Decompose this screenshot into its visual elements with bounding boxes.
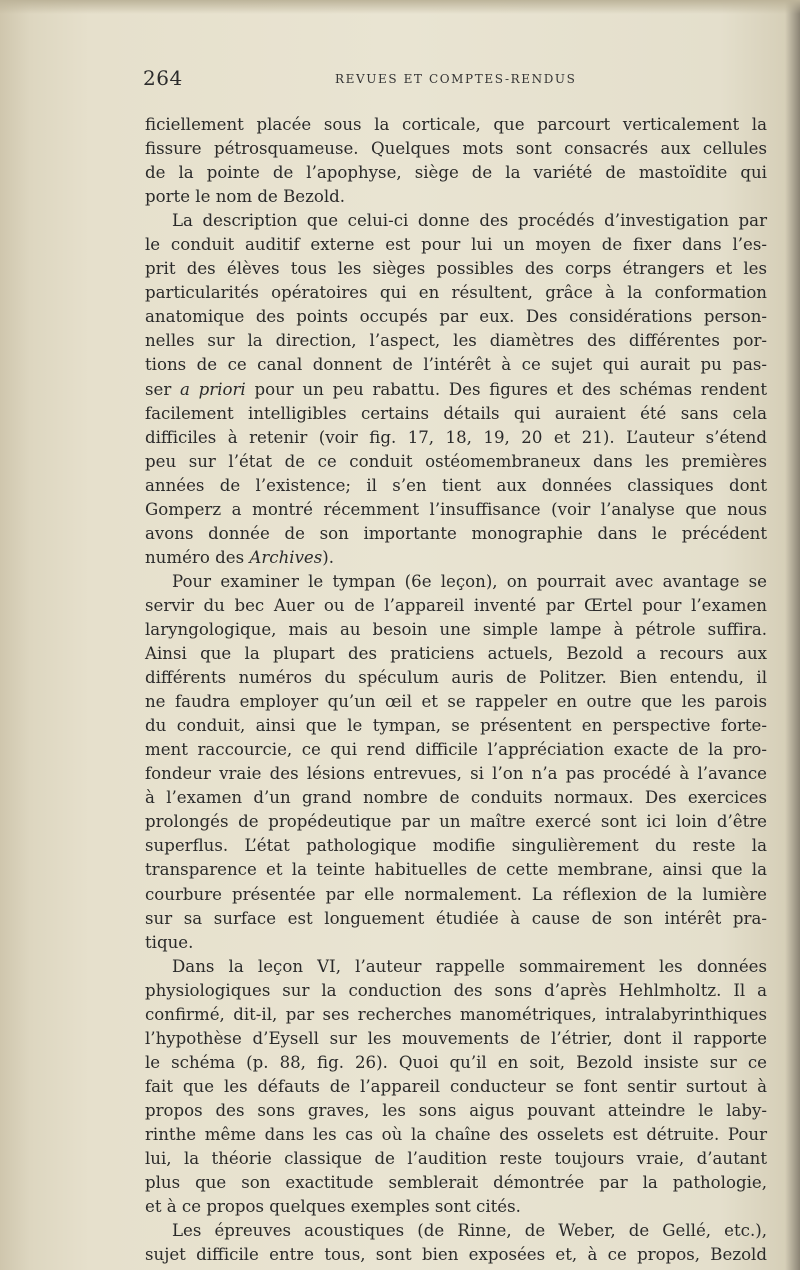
text-line: différents numéros du spéculum auris de Politzer. Bien entendu, il — [145, 668, 767, 688]
text-line: à l’examen d’un grand nombre de conduits normaux. Des exercices — [145, 788, 767, 808]
text-line: fait que les défauts de l’appareil conducteur se font sentir surtout à — [145, 1076, 767, 1096]
text-line: difficiles à retenir (voir fig. 17, 18, 19, 20 et 21). L’auteur s’étend — [145, 427, 767, 447]
text-line: servir du bec Auer ou de l’appareil inventé par Œrtel pour l’examen — [145, 595, 767, 615]
text-line: laryngologique, mais au besoin une simple lampe à pétrole suffira. — [145, 619, 767, 639]
text-line: le conduit auditif externe est pour lui un moyen de fixer dans l’es- — [145, 235, 767, 255]
text-line: ment raccourcie, ce qui rend difficile l’appréciation exacte de la pro- — [145, 740, 767, 760]
text-line: superflus. L’état pathologique modifie singulièrement du reste la — [145, 836, 767, 856]
text-line: La description que celui-ci donne des procédés d’investigation par — [172, 211, 767, 231]
italic-text: Archives — [249, 547, 323, 567]
text-line: Gomperz a montré récemment l’insuffisance (voir l’analyse que nous — [145, 499, 767, 519]
text-line: du conduit, ainsi que le tympan, se présentent en perspective forte- — [145, 716, 767, 736]
text-line: peu sur l’état de ce conduit ostéomembraneux dans les premières — [145, 451, 767, 471]
text-line: tions de ce canal donnent de l’intérêt à ce sujet qui aurait pu pas- — [145, 355, 767, 375]
text-line: de la pointe de l’apophyse, siège de la variété de mastoïdite qui — [145, 163, 767, 183]
text-line: confirmé, dit-il, par ses recherches manométriques, intralabyrinthiques — [145, 1004, 767, 1024]
text-segment: pour un peu rabattu. Des figures et des schémas rendent — [245, 379, 767, 399]
text-line: fissure pétrosquameuse. Quelques mots sont consacrés aux cellules — [145, 139, 767, 159]
text-segment: numéro des — [145, 547, 250, 567]
text-line: particularités opératoires qui en résultent, grâce à la conformation — [145, 283, 767, 303]
text-line: plus que son exactitude semblerait démontrée par la pathologie, — [145, 1173, 767, 1193]
text-line: prit des élèves tous les sièges possibles des corps étrangers et les — [145, 259, 767, 279]
text-line: sur sa surface est longuement étudiée à cause de son intérêt pra- — [145, 908, 767, 928]
text-line: années de l’existence; il s’en tient aux données classiques dont — [145, 475, 767, 495]
text-line: Pour examiner le tympan (6e leçon), on pourrait avec avantage se — [172, 571, 767, 591]
body-text — [145, 113, 767, 1267]
text-line: transparence et la teinte habituelles de cette membrane, ainsi que la — [145, 860, 767, 880]
page-number: 264 — [143, 66, 183, 90]
text-line: ne faudra employer qu’un œil et se rappeler en outre que les parois — [145, 692, 767, 712]
page-header — [143, 66, 767, 94]
text-line: Les épreuves acoustiques (de Rinne, de Weber, de Gellé, etc.), — [172, 1221, 767, 1241]
text-line — [145, 378, 767, 402]
running-head: REVUES ET COMPTES-RENDUS — [335, 72, 577, 86]
text-line: et à ce propos quelques exemples sont cités. — [145, 1197, 521, 1217]
page-edge-shadow — [0, 0, 800, 14]
text-line: physiologiques sur la conduction des sons d’après Hehlmholtz. Il a — [145, 980, 767, 1000]
text-line: ficiellement placée sous la corticale, que parcourt verticalement la — [145, 115, 767, 134]
text-line: propos des sons graves, les sons aigus pouvant atteindre le laby- — [145, 1100, 767, 1120]
text-line: prolongés de propédeutique par un maître exercé sont ici loin d’être — [145, 812, 767, 832]
text-line: fondeur vraie des lésions entrevues, si l’on n’a pas procédé à l’avance — [145, 764, 767, 784]
text-line: avons donnée de son importante monographie dans le précédent — [145, 523, 767, 543]
text-line: sujet difficile entre tous, sont bien exposées et, à ce propos, Bezold — [145, 1245, 767, 1265]
text-segment: ). — [322, 547, 335, 567]
text-line — [145, 546, 767, 570]
text-line: tique. — [145, 932, 194, 952]
text-line: rinthe même dans les cas où la chaîne des osselets est détruite. Pour — [145, 1124, 767, 1144]
text-line: lui, la théorie classique de l’audition reste toujours vraie, d’autant — [145, 1149, 767, 1169]
text-segment: ser — [145, 379, 181, 399]
text-line: anatomique des points occupés par eux. Des considérations person- — [145, 307, 767, 327]
text-line: porte le nom de Bezold. — [145, 187, 346, 207]
text-line: nelles sur la direction, l’aspect, les diamètres des différentes por- — [145, 331, 767, 351]
text-line: l’hypothèse d’Eysell sur les mouvements de l’étrier, dont il rapporte — [145, 1028, 767, 1048]
text-line: le schéma (p. 88, fig. 26). Quoi qu’il en soit, Bezold insiste sur ce — [145, 1052, 767, 1072]
text-line: Ainsi que la plupart des praticiens actuels, Bezold a recours aux — [145, 644, 767, 664]
text-line: courbure présentée par elle normalement. La réflexion de la lumière — [145, 884, 767, 904]
text-line: Dans la leçon VI, l’auteur rappelle sommairement les données — [172, 956, 767, 976]
italic-text: a priori — [180, 379, 246, 399]
text-line: facilement intelligibles certains détails qui auraient été sans cela — [145, 403, 767, 423]
